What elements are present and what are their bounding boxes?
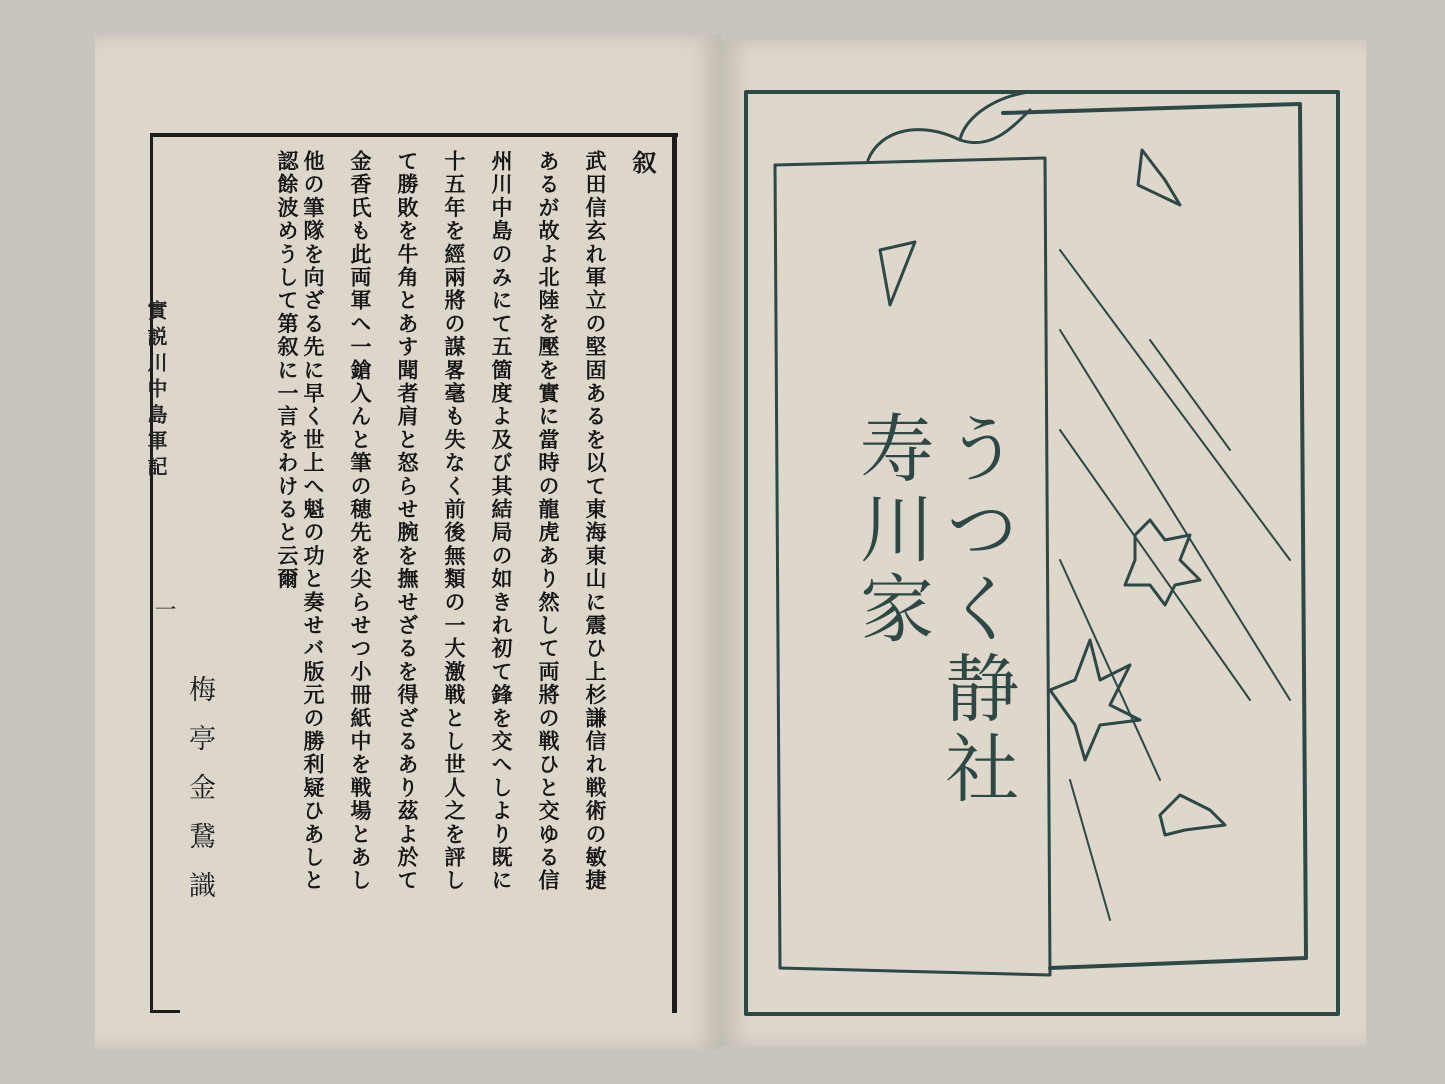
maple-leaf: [1125, 520, 1200, 605]
text-column: 金香氏も此両軍へ一鎗入んと筆の穂先を尖らせつ小冊紙中を戦場とあし: [348, 150, 373, 893]
text-column: 認餘波めうして第叙に一言をわけると云爾: [275, 150, 300, 591]
heading: 叙: [628, 150, 657, 177]
calligraphy-inscription: うつく静社 寿川家: [848, 410, 1020, 810]
illustration-border: [746, 92, 1338, 1014]
text-column: 武田信玄れ軍立の堅固あるを以て東海東山に震ひ上杉謙信れ戦術の敏捷: [583, 150, 608, 893]
signature: 梅亭金鵞識: [184, 675, 215, 920]
page-number: 一: [151, 598, 176, 620]
triangle-mark: [1138, 150, 1180, 205]
triangle-mark: [880, 242, 915, 305]
text-column: 他の筆隊を向ざる先に早く世上へ魁の功と奏せバ版元の勝利疑ひあしと: [301, 150, 326, 893]
maple-leaf: [1160, 795, 1225, 835]
maple-leaf: [1050, 640, 1140, 760]
text-column: 州川中島のみにて五箇度よ及び其結局の如きれ初て鋒を交へしより既に: [489, 150, 514, 893]
margin-title: 實説川中島軍記: [144, 300, 168, 482]
text-column: あるが故よ北陸を壓を實に當時の龍虎あり然して両將の戦ひと交ゆる信: [536, 150, 561, 893]
text-column: て勝敗を牛角とあす聞者肩と怒らせ腕を撫せざるを得ざるあり茲よ於て: [395, 150, 420, 893]
tanzaku-string: [868, 92, 1030, 160]
text-column: 十五年を經兩將の謀畧毫も失なく前後無類の一大激戦とし世人之を評し: [442, 150, 467, 893]
